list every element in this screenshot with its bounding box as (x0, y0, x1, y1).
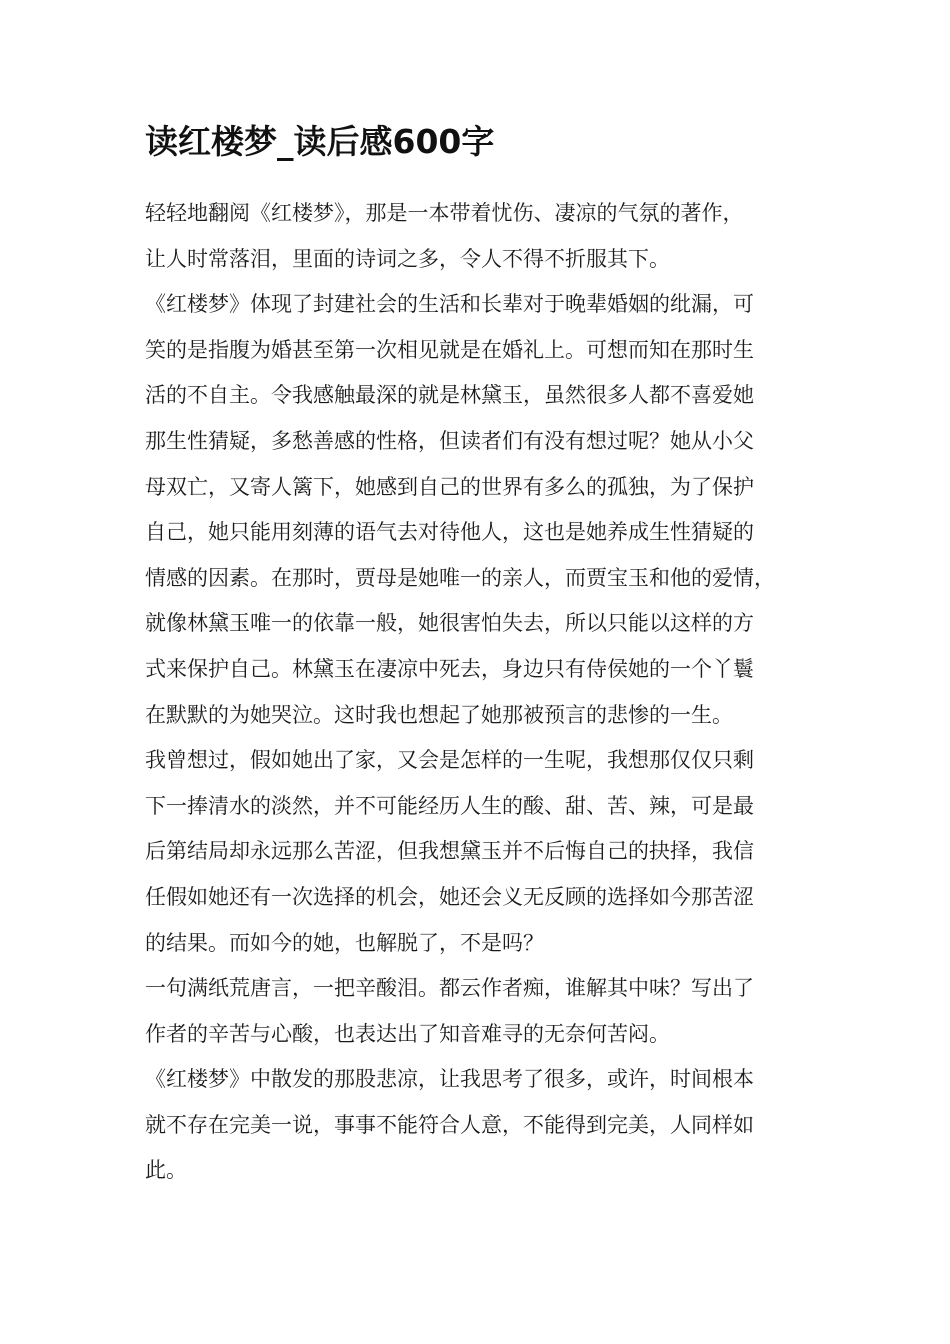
text-line: 一句满纸荒唐言，一把辛酸泪。都云作者痴，谁解其中味？写出了 (145, 976, 754, 1001)
text-line: 在默默的为她哭泣。这时我也想起了她那被预言的悲惨的一生。 (145, 702, 733, 727)
text-line: 式来保护自己。林黛玉在凄凉中死去，身边只有侍侯她的一个丫鬟 (145, 656, 754, 681)
text-line: 让人时常落泪，里面的诗词之多，令人不得不折服其下。 (145, 246, 670, 271)
text-line: 下一捧清水的淡然，并不可能经历人生的酸、甜、苦、辣，可是最 (145, 793, 754, 818)
text-line: 后第结局却永远那么苦涩，但我想黛玉并不后悔自己的抉择，我信 (145, 839, 754, 864)
document-body (145, 191, 835, 1194)
text-line: 轻轻地翻阅《红楼梦》，那是一本带着忧伤、凄凉的气氛的著作， (145, 201, 744, 225)
document-title: 读红楼梦_读后感600字 (145, 122, 495, 161)
text-line: 任假如她还有一次选择的机会，她还会义无反顾的选择如今那苦涩 (145, 884, 754, 909)
text-line: 笑的是指腹为婚甚至第一次相见就是在婚礼上。可想而知在那时生 (145, 337, 754, 362)
text-line: 自己，她只能用刻薄的语气去对待他人，这也是她养成生性猜疑的 (145, 520, 754, 545)
text-line: 活的不自主。令我感触最深的就是林黛玉，虽然很多人都不喜爱她 (145, 383, 754, 408)
text-line: 作者的辛苦与心酸，也表达出了知音难寻的无奈何苦闷。 (145, 1021, 670, 1046)
text-line: 的结果。而如今的她，也解脱了，不是吗？ (145, 930, 544, 955)
text-line: 情感的因素。在那时，贾母是她唯一的亲人，而贾宝玉和他的爱情， (145, 565, 775, 590)
text-line: 《红楼梦》体现了封建社会的生活和长辈对于晚辈婚姻的纰漏，可 (145, 292, 754, 317)
text-line: 就不存在完美一说，事事不能符合人意，不能得到完美，人同样如 (145, 1112, 754, 1137)
text-line: 此。 (145, 1158, 187, 1183)
text-line: 母双亡，又寄人篱下，她感到自己的世界有多么的孤独，为了保护 (145, 474, 754, 499)
text-line: 《红楼梦》中散发的那股悲凉，让我思考了很多，或许，时间根本 (145, 1067, 754, 1092)
text-line: 就像林黛玉唯一的依靠一般，她很害怕失去，所以只能以这样的方 (145, 611, 754, 636)
text-line: 那生性猜疑，多愁善感的性格，但读者们有没有想过呢？她从小父 (145, 428, 754, 453)
text-line: 我曾想过，假如她出了家，又会是怎样的一生呢，我想那仅仅只剩 (145, 748, 754, 773)
